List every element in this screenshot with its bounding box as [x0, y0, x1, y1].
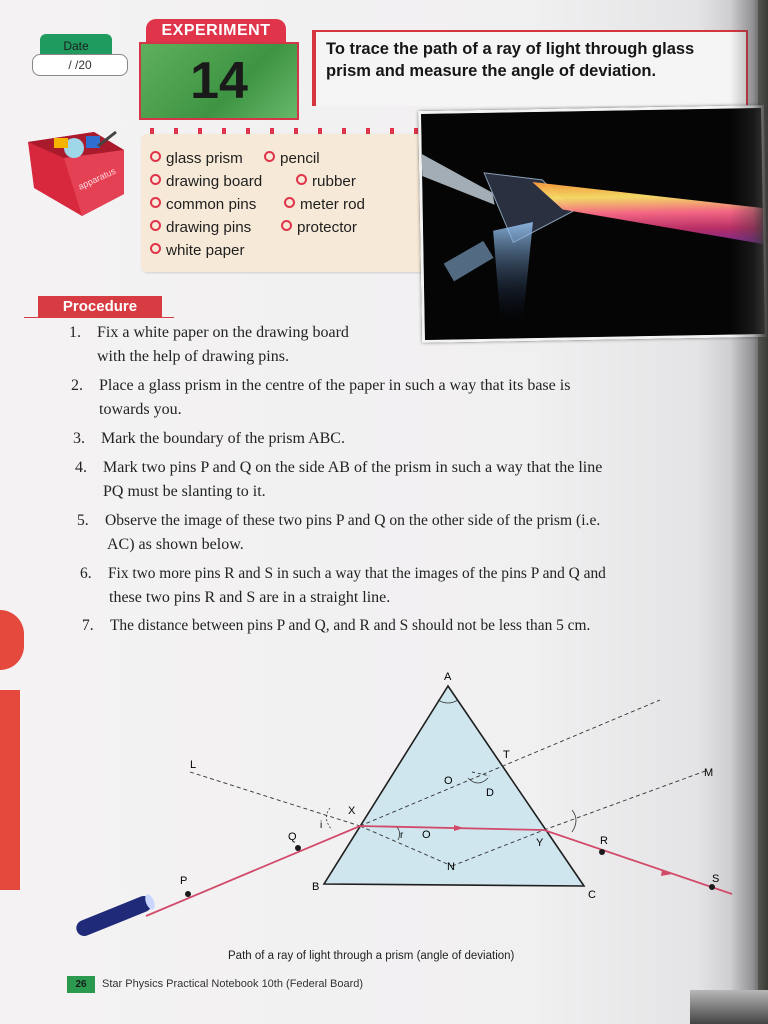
date-field: / /20 [32, 54, 128, 76]
page-number: 26 [67, 976, 95, 993]
apparatus-box-icon [24, 124, 134, 220]
bullet-icon [150, 174, 161, 185]
procedure-step-cont: PQ must be slanting to it. [103, 483, 266, 500]
procedure-step: 4. Mark two pins P and Q on the side AB of the prism in such a way that the line [75, 459, 603, 476]
date-box [32, 34, 128, 78]
label-Y: Y [536, 837, 544, 849]
label-C: C [588, 889, 596, 901]
label-O: O [444, 775, 453, 787]
left-margin-decoration [0, 610, 24, 670]
page-fold-shadow [730, 0, 768, 1024]
bullet-icon [281, 220, 292, 231]
apparatus-icon-label: apparatus [76, 165, 118, 192]
apparatus-item: common pins [150, 196, 256, 213]
procedure-step-cont: these two pins R and S are in a straight line. [109, 589, 391, 606]
procedure-step-cont: AC) as shown below. [107, 536, 244, 553]
prism-triangle [324, 686, 584, 886]
label-S: S [712, 873, 720, 885]
apparatus-item: white paper [150, 242, 245, 259]
page-corner [690, 990, 768, 1024]
label-R: R [600, 835, 608, 847]
normal-line-M [544, 770, 708, 830]
normal-line-L [190, 772, 360, 826]
date-label: Date [40, 34, 112, 54]
apparatus-item: meter rod [284, 196, 365, 213]
label-T: T [503, 749, 510, 761]
bullet-icon [150, 151, 161, 162]
pin-R [599, 849, 605, 855]
label-X: X [348, 805, 356, 817]
procedure-step-cont: with the help of drawing pins. [97, 348, 289, 365]
prism-photo-image [421, 108, 765, 340]
label-O: O [422, 829, 431, 841]
apparatus-item: protector [281, 219, 357, 236]
procedure-step: 7. The distance between pins P and Q, and R and S should not be less than 5 cm. [82, 617, 591, 634]
apparatus-item: drawing board [150, 173, 262, 190]
experiment-label: EXPERIMENT [146, 19, 286, 43]
experiment-title: To trace the path of a ray of light through glass prism and measure the angle of deviation. [326, 40, 695, 80]
apparatus-item: rubber [296, 173, 356, 190]
label-L: L [190, 759, 197, 771]
label-A: A [444, 671, 452, 683]
procedure-step-cont: towards you. [99, 401, 182, 418]
experiment-number: 14 [139, 42, 299, 120]
label-N: N [447, 861, 455, 873]
pin-Q [295, 845, 301, 851]
diagram-caption: Path of a ray of light through a prism (angle of deviation) [228, 950, 515, 962]
procedure-step: 5. Observe the image of these two pins P and Q on the other side of the prism (i.e. [77, 512, 601, 529]
bullet-icon [296, 174, 307, 185]
prism-ray-diagram [60, 660, 750, 950]
procedure-step: 2. Place a glass prism in the centre of the paper in such a way that its base is [71, 377, 571, 394]
bullet-icon [284, 197, 295, 208]
apparatus-item: glass prism [150, 150, 243, 167]
bullet-icon [264, 151, 275, 162]
label-P: P [180, 875, 188, 887]
bullet-icon [150, 243, 161, 254]
procedure-step: 6. Fix two more pins R and S in such a way that the images of the pins P and Q and [80, 565, 606, 582]
bullet-icon [150, 197, 161, 208]
label-i: i [320, 820, 323, 831]
apparatus-item: drawing pins [150, 219, 251, 236]
torch-icon [74, 893, 157, 938]
angle-e-arc [572, 810, 576, 832]
bullet-icon [150, 220, 161, 231]
prism-dispersion-photo [418, 105, 768, 343]
apparatus-item: pencil [264, 150, 320, 167]
left-margin-decoration [0, 690, 20, 890]
footer-title: Star Physics Practical Notebook 10th (Federal Board) [102, 978, 364, 990]
label-Q: Q [288, 831, 297, 843]
label-D: D [486, 787, 494, 799]
label-M: M [704, 767, 714, 779]
label-r: r [400, 830, 404, 841]
procedure-rule [24, 317, 174, 318]
label-B: B [312, 881, 320, 893]
pin-P [185, 891, 191, 897]
procedure-step: 1. Fix a white paper on the drawing board [69, 324, 349, 341]
procedure-step: 3. Mark the boundary of the prism ABC. [73, 430, 345, 447]
angle-i-arc [326, 808, 332, 830]
procedure-label: Procedure [38, 296, 162, 318]
